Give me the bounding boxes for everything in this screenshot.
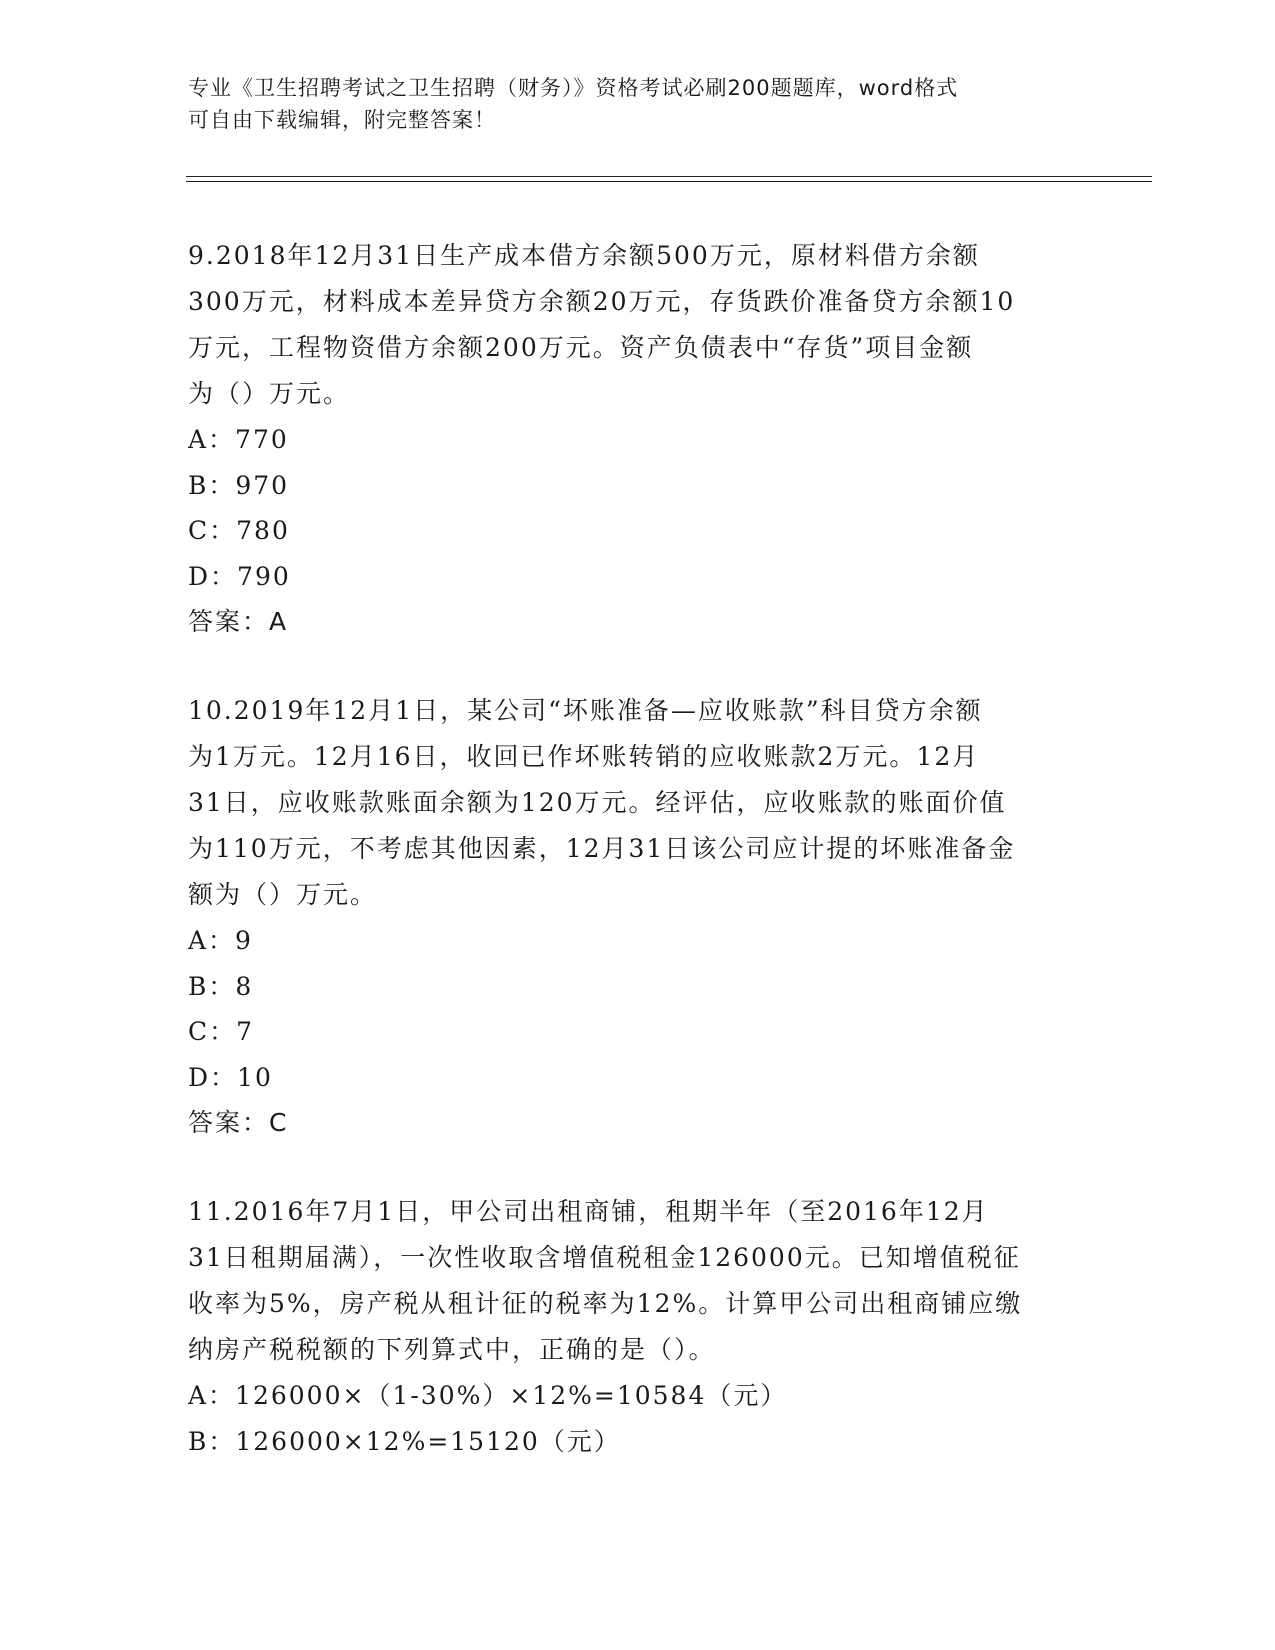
question-stem-line: 300万元，材料成本差异贷方余额20万元，存货跌价准备贷方余额10 [188,287,1016,316]
answer: 答案：A [188,607,289,636]
document-header [188,72,1088,136]
option-b: B：970 [188,470,290,500]
question-stem-line: 10.2019年12月1日，某公司“坏账准备—应收账款”科目贷方余额 [188,696,983,725]
header-line-1: 专业《卫生招聘考试之卫生招聘（财务）》资格考试必刷200题题库，word格式 [188,76,959,100]
option-c: C：7 [188,1017,255,1046]
option-d: D：790 [188,561,291,591]
question-10 [188,688,1088,1146]
question-stem-line: 为（）万元。 [188,379,351,408]
option-d: D：10 [188,1062,273,1092]
option-b: B：126000×12%=15120（元） [188,1426,621,1456]
question-11 [188,1189,1088,1464]
question-9 [188,233,1088,645]
answer: 答案：C [188,1108,289,1137]
header-divider-bottom [186,181,1152,182]
question-stem-line: 9.2018年12月31日生产成本借方余额500万元，原材料借方余额 [188,241,980,270]
question-stem-line: 纳房产税税额的下列算式中，正确的是（）。 [188,1335,716,1364]
option-c: C：780 [188,516,290,545]
question-stem-line: 为110万元，不考虑其他因素，12月31日该公司应计提的坏账准备金 [188,834,1016,863]
question-stem-line: 31日，应收账款账面余额为120万元。经评估，应收账款的账面价值 [188,788,1007,817]
option-a: A：9 [188,926,253,955]
question-stem-line: 额为（）万元。 [188,880,378,909]
option-a: A：126000×（1-30%）×12%=10584（元） [188,1381,788,1410]
question-stem-line: 11.2016年7月1日，甲公司出租商铺，租期半年（至2016年12月 [188,1197,989,1226]
question-stem-line: 为1万元。12月16日，收回已作坏账转销的应收账款2万元。12月 [188,742,980,771]
question-stem-line: 收率为5%，房产税从租计征的税率为12%。计算甲公司出租商铺应缴 [188,1289,1023,1318]
header-line-2: 可自由下载编辑，附完整答案！ [188,108,496,132]
question-stem-line: 31日租期届满），一次性收取含增值税租金126000元。已知增值税征 [188,1243,1021,1272]
option-a: A：770 [188,425,289,454]
question-stem-line: 万元，工程物资借方余额200万元。资产负债表中“存货”项目金额 [188,333,974,362]
option-b: B：8 [188,971,254,1001]
header-divider-top [186,176,1152,177]
